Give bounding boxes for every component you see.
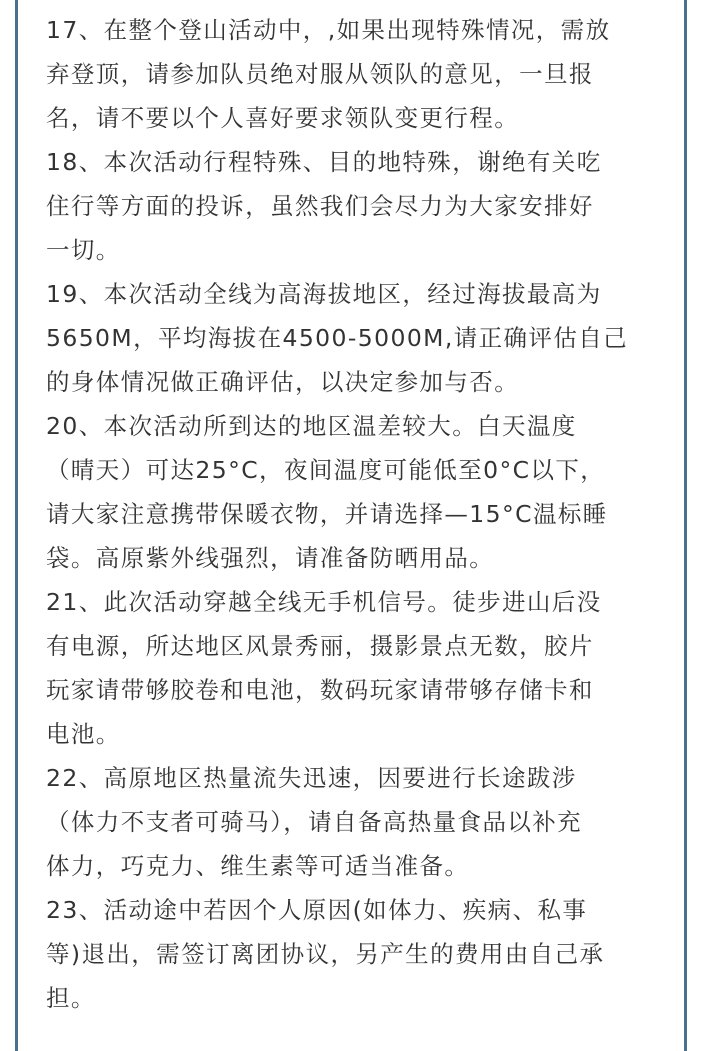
notice-text-line: 体力，巧克力、维生素等可适当准备。 [46, 852, 470, 880]
notice-text-line: 23、活动途中若因个人原因(如体力、疾病、私事 [46, 896, 588, 924]
notice-text-line: 请大家注意携带保暖衣物，并请选择—15°C温标睡 [46, 500, 608, 528]
notice-item-19 [46, 272, 660, 404]
notice-text-line: 21、此次活动穿越全线无手机信号。徒步进山后没 [46, 588, 602, 616]
notice-text-line: 玩家请带够胶卷和电池，数码玩家请带够存储卡和 [46, 676, 594, 704]
notice-item-23 [46, 888, 660, 1020]
notice-text-line: 的身体情况做正确评估，以决定参加与否。 [46, 368, 520, 396]
notice-item-21 [46, 580, 660, 756]
notice-text-line: 袋。高原紫外线强烈，请准备防晒用品。 [46, 544, 495, 572]
notice-text-line: 一切。 [46, 236, 121, 264]
notice-item-18 [46, 140, 660, 272]
notice-list [46, 0, 660, 1020]
notice-item-20 [46, 404, 660, 580]
notice-text-line: （体力不支者可骑马），请自备高热量食品以补充 [46, 808, 583, 836]
notice-item-17 [46, 8, 660, 140]
notice-text-line: 20、本次活动所到达的地区温差较大。白天温度 [46, 412, 577, 440]
notice-item-22 [46, 756, 660, 888]
notice-text-line: 17、在整个登山活动中，,如果出现特殊情况，需放 [46, 16, 611, 44]
notice-text-line: 等)退出，需签订离团协议，另产生的费用由自己承 [46, 940, 605, 968]
notice-text-line: 电池。 [46, 720, 121, 748]
notice-text-line: 担。 [46, 984, 96, 1012]
notice-text-line: 19、本次活动全线为高海拔地区，经过海拔最高为 [46, 280, 602, 308]
notice-text-line: 住行等方面的投诉，虽然我们会尽力为大家安排好 [46, 192, 594, 220]
notice-text-line: 有电源，所达地区风景秀丽，摄影景点无数，胶片 [46, 632, 594, 660]
notice-text-line: 名，请不要以个人喜好要求领队变更行程。 [46, 104, 520, 132]
left-border-line [15, 0, 18, 1051]
notice-text-line: 弃登顶，请参加队员绝对服从领队的意见，一旦报 [46, 60, 594, 88]
notice-text-line: 22、高原地区热量流失迅速，因要进行长途跋涉 [46, 764, 577, 792]
right-border-line [684, 0, 687, 1051]
notice-text-line: （晴天）可达25°C，夜间温度可能低至0°C以下， [46, 456, 606, 484]
notice-text-line: 18、本次活动行程特殊、目的地特殊，谢绝有关吃 [46, 148, 602, 176]
notice-text-line: 5650M，平均海拔在4500-5000M,请正确评估自己 [46, 324, 629, 352]
